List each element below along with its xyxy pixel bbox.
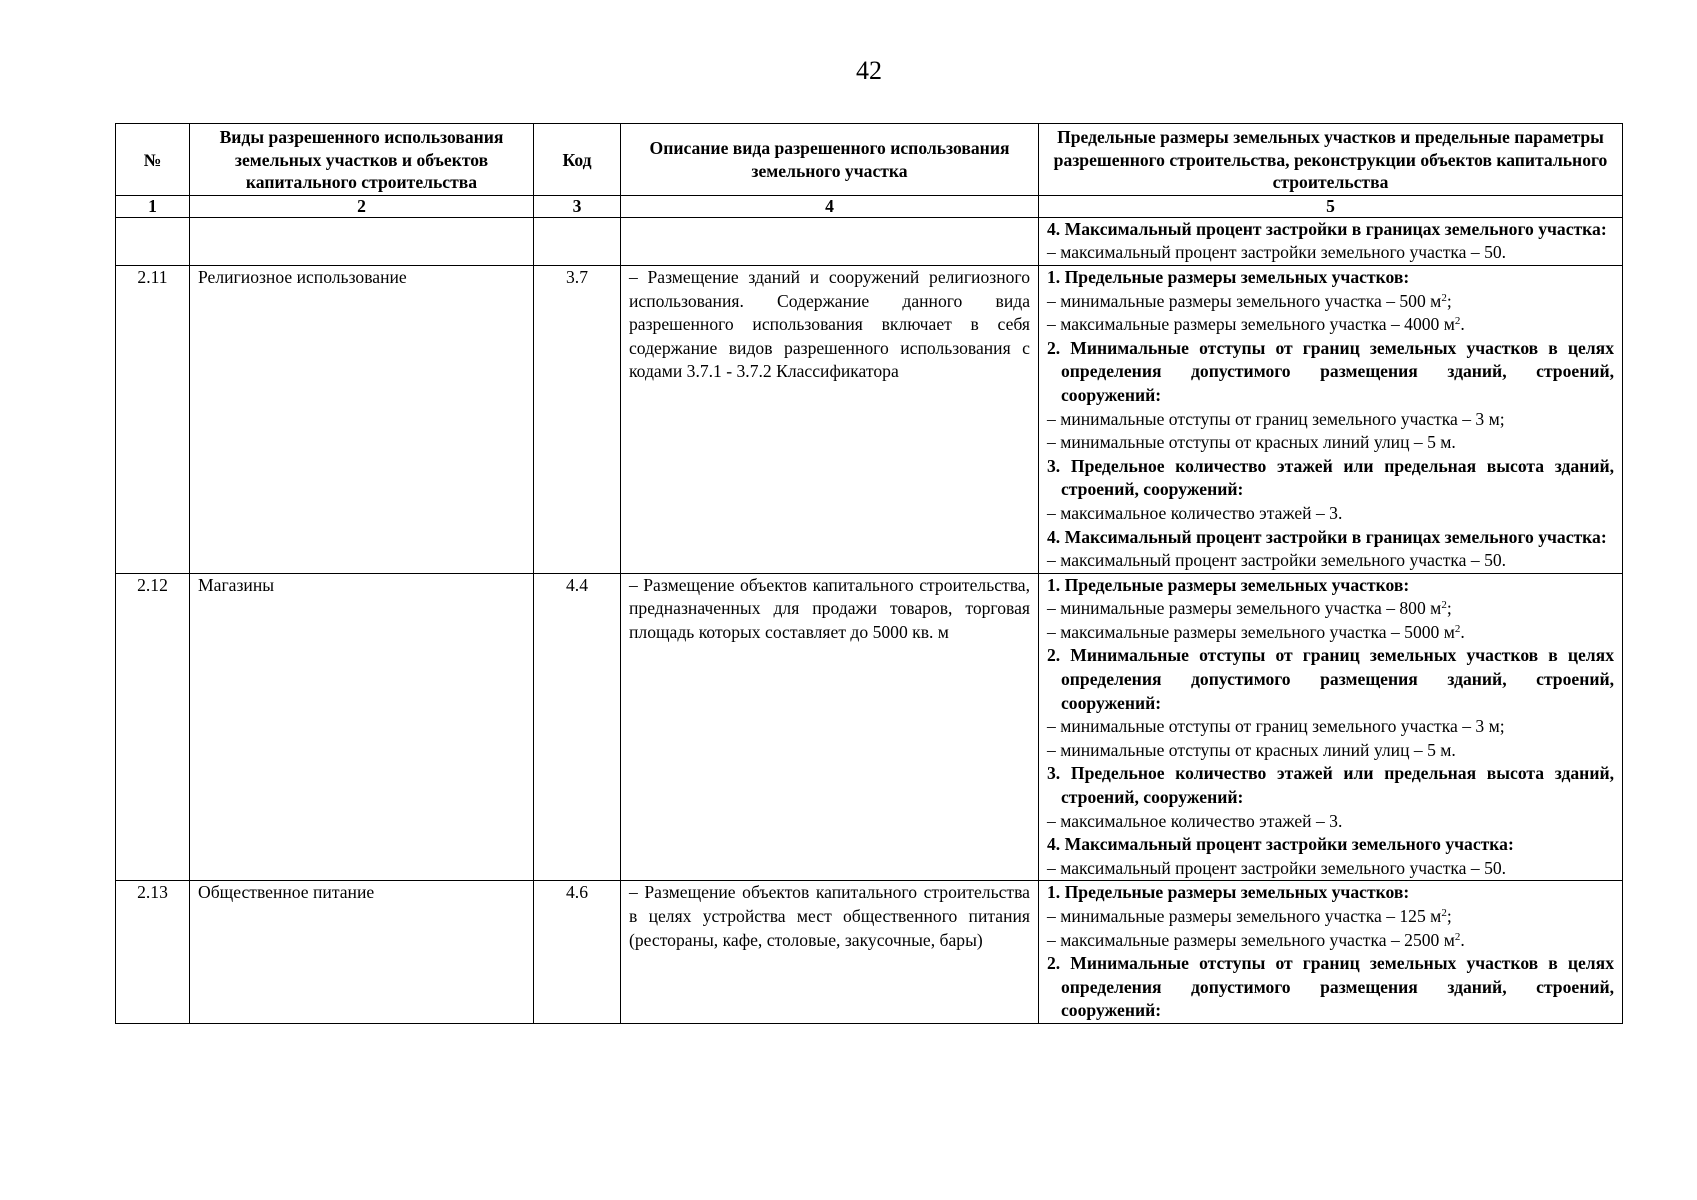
parameters-cell — [1039, 881, 1623, 1024]
parameter-item: – максимальные размеры земельного участка – 5000 $м^2$. — [1047, 621, 1465, 642]
table-row — [116, 265, 1623, 573]
parameter-item: – максимальные размеры земельного участка – 2500 $м^2$. — [1047, 929, 1465, 950]
superscript: 2 — [1441, 907, 1447, 919]
superscript: 2 — [1454, 930, 1461, 943]
use-type-code: 3.7 — [534, 265, 621, 573]
parameter-heading: 4. Максимальный процент застройки земельного участка: — [1047, 834, 1514, 855]
column-number-row — [116, 195, 1623, 217]
column-number: 2 — [190, 195, 534, 217]
use-type-code: 4.4 — [534, 573, 621, 881]
use-type-name: Общественное питание — [190, 881, 534, 1024]
column-number: 1 — [116, 195, 190, 217]
header-parameters: Предельные размеры земельных участков и предельные параметры разрешенного строительства, реконструкции объектов капитального строительства — [1039, 124, 1623, 196]
table-body — [116, 217, 1623, 1023]
parameters-cell — [1039, 217, 1623, 265]
parameter-item: – минимальные отступы от границ земельного участка – 3 м; — [1047, 408, 1505, 429]
use-type-description: – Размещение зданий и сооружений религиозного использования. Содержание данного вида разрешенного использования включает в себя содержание видов разрешенного использования с кодами 3.7.1 - 3.7.2 Классификатора — [621, 265, 1039, 573]
parameter-heading: 1. Предельные размеры земельных участков: — [1047, 266, 1410, 287]
parameter-heading: 4. Максимальный процент застройки в границах земельного участка: — [1047, 526, 1607, 547]
parameter-item: – минимальные отступы от красных линий улиц – 5 м. — [1047, 432, 1456, 453]
superscript: 2 — [1441, 291, 1447, 304]
use-type-code: 4.6 — [534, 881, 621, 1024]
superscript: 2 — [1441, 599, 1447, 612]
header-use-type: Виды разрешенного использования земельных участков и объектов капитального строительства — [190, 124, 534, 196]
row-number: 2.12 — [116, 573, 190, 881]
table-header-row — [116, 124, 1623, 196]
column-number: 4 — [621, 195, 1039, 217]
header-description: Описание вида разрешенного использования земельного участка — [621, 124, 1039, 196]
parameters-cell — [1039, 265, 1623, 573]
parameter-item: – максимальный процент застройки земельного участка – 50. — [1047, 857, 1507, 878]
use-type-name: Религиозное использование — [190, 265, 534, 573]
column-number: 3 — [534, 195, 621, 217]
parameter-heading: 3. Предельное количество этажей или предельная высота зданий, строений, сооружений: — [1047, 763, 1614, 808]
use-type-description — [621, 217, 1039, 265]
parameter-item: – минимальные размеры земельного участка – 125 $м^2$; — [1047, 906, 1452, 926]
parameter-heading: 2. Минимальные отступы от границ земельных участков в целях определения допустимого размещения зданий, строений, сооружений: — [1047, 645, 1614, 713]
parameter-item: – максимальные размеры земельного участка – 4000 $м^2$. — [1047, 314, 1465, 335]
parameter-item: – минимальные отступы от красных линий улиц – 5 м. — [1047, 739, 1456, 760]
use-type-name: Магазины — [190, 573, 534, 881]
parameter-heading: 2. Минимальные отступы от границ земельных участков в целях определения допустимого размещения зданий, строений, сооружений: — [1047, 337, 1614, 405]
use-type-description: – Размещение объектов капитального строительства, предназначенных для продажи товаров, торговая площадь которых составляет до 5000 кв. м — [621, 573, 1039, 881]
superscript: 2 — [1454, 315, 1461, 328]
superscript: 2 — [1454, 622, 1461, 635]
parameter-item: – максимальный процент застройки земельного участка – 50. — [1047, 550, 1507, 571]
table-row — [116, 881, 1623, 1024]
use-type-name — [190, 217, 534, 265]
parameter-heading: 3. Предельное количество этажей или предельная высота зданий, строений, сооружений: — [1047, 455, 1614, 500]
parameter-heading: 2. Минимальные отступы от границ земельных участков в целях определения допустимого размещения зданий, строений, сооружений: — [1047, 953, 1614, 1021]
parameter-item: – максимальное количество этажей – 3. — [1047, 502, 1343, 523]
row-number: 2.11 — [116, 265, 190, 573]
parameter-item: – максимальный процент застройки земельного участка – 50. — [1047, 242, 1507, 263]
row-number — [116, 217, 190, 265]
row-number: 2.13 — [116, 881, 190, 1024]
parameter-heading: 4. Максимальный процент застройки в границах земельного участка: — [1047, 218, 1607, 239]
use-type-description: – Размещение объектов капитального строительства в целях устройства мест общественного питания (рестораны, кафе, столовые, закусочные, бары) — [621, 881, 1039, 1024]
parameter-heading: 1. Предельные размеры земельных участков: — [1047, 574, 1410, 595]
parameter-heading: 1. Предельные размеры земельных участков: — [1047, 882, 1410, 903]
table-row — [116, 573, 1623, 881]
header-number: № — [116, 124, 190, 196]
page-number: 42 — [856, 56, 882, 85]
parameter-item: – максимальное количество этажей – 3. — [1047, 810, 1343, 831]
parameter-item: – минимальные отступы от границ земельного участка – 3 м; — [1047, 716, 1505, 737]
parameter-item: – минимальные размеры земельного участка – 500 $м^2$; — [1047, 290, 1452, 311]
use-type-code — [534, 217, 621, 265]
column-number: 5 — [1039, 195, 1623, 217]
parameter-item: – минимальные размеры земельного участка – 800 $м^2$; — [1047, 598, 1452, 619]
land-use-table — [115, 123, 1623, 1024]
table-row — [116, 217, 1623, 265]
header-code: Код — [534, 124, 621, 196]
parameters-cell — [1039, 573, 1623, 881]
